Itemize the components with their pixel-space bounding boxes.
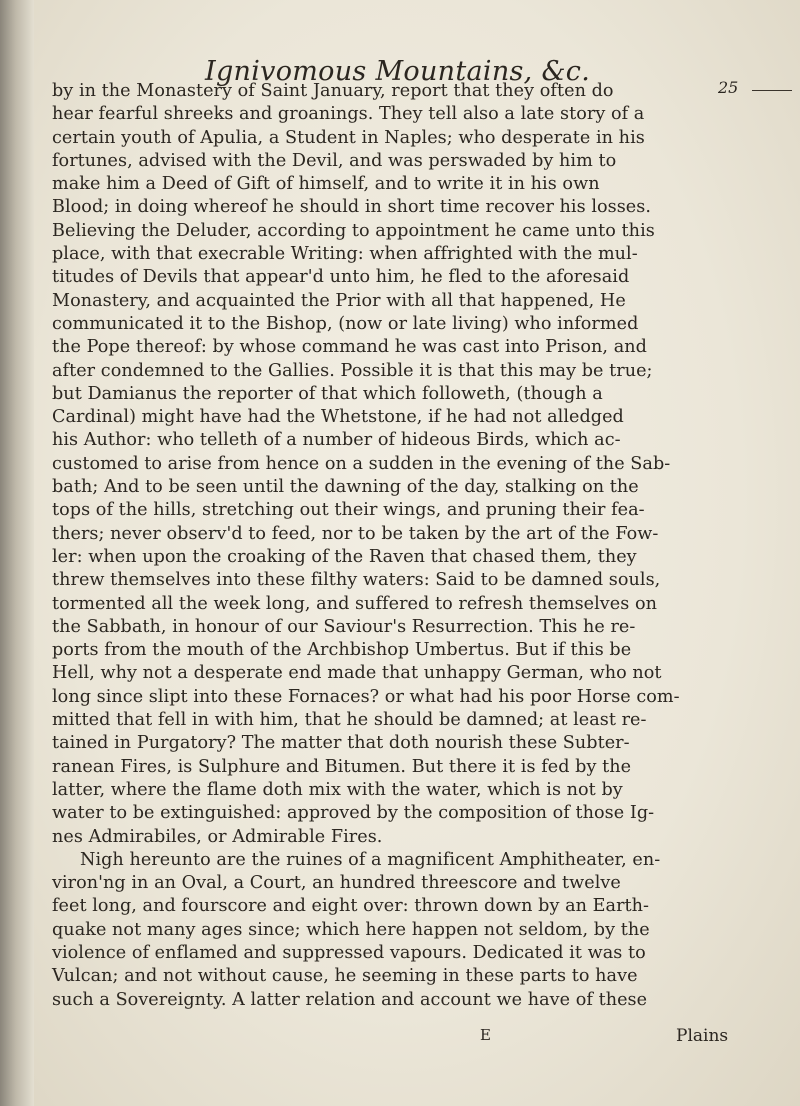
text-line: tops of the hills, stretching out their wings, and pruning their fea- bbox=[52, 500, 645, 521]
text-line: mitted that fell in with him, that he should be damned; at least re- bbox=[52, 710, 647, 731]
text-line: ranean Fires, is Sulphure and Bitumen. But there it is fed by the bbox=[52, 756, 632, 777]
text-line: make him a Deed of Gift of himself, and to write it in his own bbox=[52, 174, 600, 195]
text-line: place, with that execrable Writing: when affrighted with the mul- bbox=[52, 244, 638, 265]
text-line: Blood; in doing whereof he should in short time recover his losses. bbox=[52, 197, 651, 218]
page-binding-shadow bbox=[0, 0, 34, 1106]
text-line: hear fearful shreeks and groanings. They tell also a late story of a bbox=[52, 104, 645, 125]
text-line: titudes of Devils that appear'd unto him, he fled to the aforesaid bbox=[52, 267, 630, 288]
text-line: violence of enflamed and suppressed vapours. Dedicated it was to bbox=[52, 942, 646, 963]
text-line: thers; never observ'd to feed, nor to be taken by the art of the Fow- bbox=[52, 523, 659, 544]
text-line: certain youth of Apulia, a Student in Naples; who desperate in his bbox=[52, 127, 645, 148]
text-line: such a Sovereignty. A latter relation and account we have of these bbox=[52, 989, 648, 1010]
page-number: 25 bbox=[718, 78, 739, 97]
text-line: ports from the mouth of the Archbishop Umbertus. But if this be bbox=[52, 640, 632, 661]
text-line: Monastery, and acquainted the Prior with all that happened, He bbox=[52, 290, 626, 311]
text-line: tained in Purgatory? The matter that doth nourish these Subter- bbox=[52, 733, 630, 754]
text-line: but Damianus the reporter of that which followeth, (though a bbox=[52, 383, 603, 404]
text-line: Hell, why not a desperate end made that unhappy German, who not bbox=[52, 663, 662, 684]
text-line: Cardinal) might have had the Whetstone, if he had not alledged bbox=[52, 407, 624, 428]
text-line: the Sabbath, in honour of our Saviour's Resurrection. This he re- bbox=[52, 616, 636, 637]
text-line: ler: when upon the croaking of the Raven that chased them, they bbox=[52, 546, 637, 567]
signature-mark: E bbox=[480, 1026, 491, 1044]
text-line: by in the Monastery of Saint January, report that they often do bbox=[52, 81, 614, 101]
text-line: bath; And to be seen until the dawning of the day, stalking on the bbox=[52, 477, 639, 498]
text-line: Nigh hereunto are the ruines of a magnificent Amphitheater, en- bbox=[80, 849, 661, 870]
text-line: fortunes, advised with the Devil, and was perswaded by him to bbox=[52, 150, 617, 171]
text-line: viron'ng in an Oval, a Court, an hundred threescore and twelve bbox=[52, 873, 621, 894]
text-line: Vulcan; and not without cause, he seeming in these parts to have bbox=[52, 966, 638, 987]
body-text bbox=[52, 80, 732, 1012]
header-rule bbox=[752, 90, 792, 91]
text-line: latter, where the flame doth mix with the water, which is not by bbox=[52, 779, 623, 800]
text-line: nes Admirabiles, or Admirable Fires. bbox=[52, 826, 383, 847]
text-line: tormented all the week long, and suffered to refresh themselves on bbox=[52, 593, 657, 614]
text-line: threw themselves into these filthy waters: Said to be damned souls, bbox=[52, 570, 661, 591]
text-line: communicated it to the Bishop, (now or late living) who informed bbox=[52, 313, 639, 334]
text-line: water to be extinguished: approved by the composition of those Ig- bbox=[52, 803, 655, 824]
catchword: Plains bbox=[676, 1026, 729, 1046]
text-line: his Author: who telleth of a number of hideous Birds, which ac- bbox=[52, 430, 621, 451]
text-line: after condemned to the Gallies. Possible it is that this may be true; bbox=[52, 360, 653, 381]
text-line: long since slipt into these Fornaces? or what had his poor Horse com- bbox=[52, 686, 680, 707]
text-line: Believing the Deluder, according to appointment he came unto this bbox=[52, 220, 655, 241]
text-line: quake not many ages since; which here happen not seldom, by the bbox=[52, 919, 650, 940]
running-head: Ignivomous Mountains, &c. bbox=[205, 56, 591, 87]
text-line: feet long, and fourscore and eight over: thrown down by an Earth- bbox=[52, 896, 650, 917]
text-line: the Pope thereof: by whose command he was cast into Prison, and bbox=[52, 337, 647, 358]
text-line: customed to arise from hence on a sudden in the evening of the Sab- bbox=[52, 453, 671, 474]
